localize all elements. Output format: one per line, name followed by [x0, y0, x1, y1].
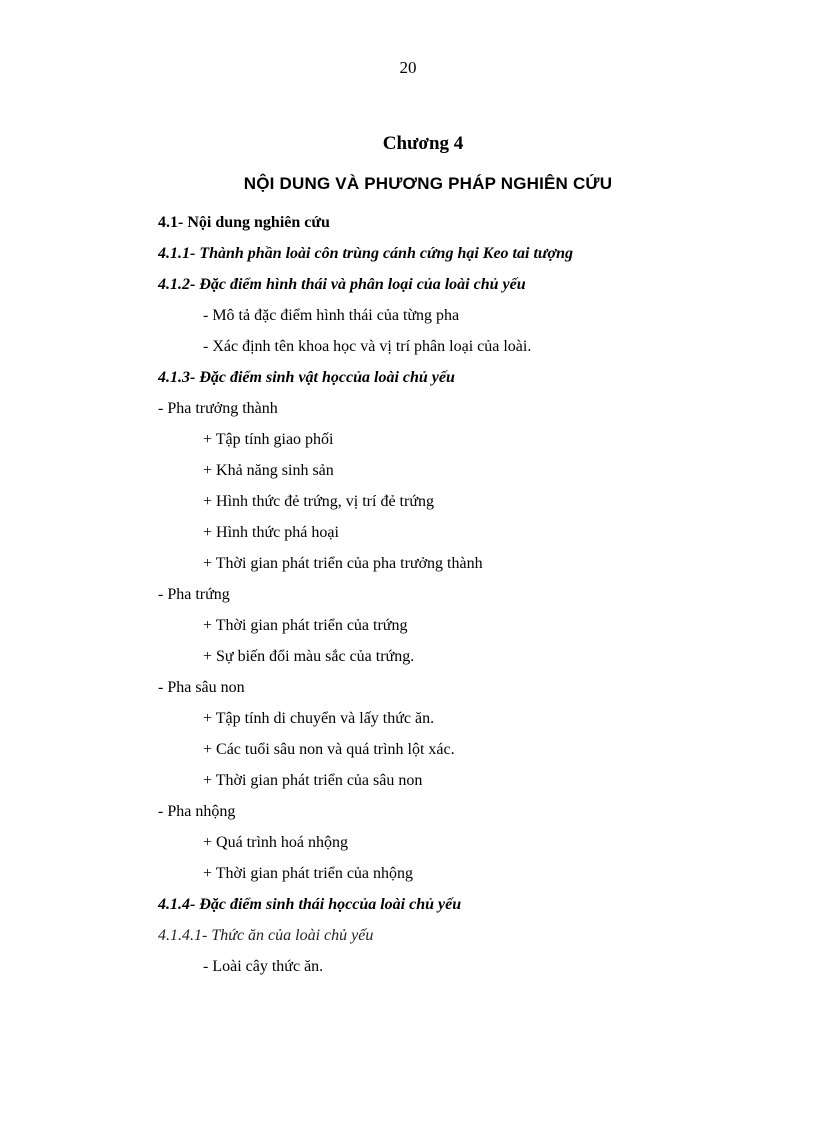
chapter-heading: Chương 4	[382, 133, 464, 154]
body-line: + Tập tính di chuyển và lấy thức ăn.	[203, 710, 435, 727]
body-line: + Tập tính giao phối	[203, 431, 334, 448]
body-line: - Pha trưởng thành	[158, 400, 278, 417]
body-line: + Hình thức phá hoại	[203, 524, 339, 541]
body-line: - Pha trứng	[158, 586, 230, 603]
body-line: - Pha sâu non	[158, 679, 245, 696]
section-heading: 4.1- Nội dung nghiên cứu	[158, 214, 330, 231]
subsection-heading: 4.1.3- Đặc điểm sinh vật họccủa loài chủ yếu	[158, 369, 455, 386]
body-line: + Thời gian phát triển của sâu non	[203, 772, 423, 789]
body-line: + Hình thức đẻ trứng, vị trí đẻ trứng	[203, 493, 434, 510]
body-line: + Khả năng sinh sản	[203, 462, 334, 479]
body-line: - Pha nhộng	[158, 803, 236, 820]
subsubsection-heading: 4.1.4.1- Thức ăn của loài chủ yếu	[158, 927, 374, 944]
chapter-title: NỘI DUNG VÀ PHƯƠNG PHÁP NGHIÊN CỨU	[243, 174, 613, 193]
body-line: + Thời gian phát triển của trứng	[203, 617, 408, 634]
page-number: 20	[399, 58, 417, 77]
subsection-heading: 4.1.2- Đặc điểm hình thái và phân loại của loài chủ yếu	[158, 276, 526, 293]
body-line: + Thời gian phát triển của nhộng	[203, 865, 414, 882]
body-line: + Quá trình hoá nhộng	[203, 834, 348, 851]
body-line: + Thời gian phát triển của pha trưởng thành	[203, 555, 483, 572]
body-line: - Mô tả đặc điểm hình thái của từng pha	[203, 307, 460, 324]
body-line: - Xác định tên khoa học và vị trí phân loại của loài.	[203, 338, 532, 355]
body-line: + Các tuổi sâu non và quá trình lột xác.	[203, 741, 455, 758]
body-line: + Sự biến đổi màu sắc của trứng.	[203, 648, 415, 665]
subsection-heading: 4.1.1- Thành phần loài côn trùng cánh cứng hại Keo tai tượng	[158, 245, 573, 262]
body-line: - Loài cây thức ăn.	[203, 958, 324, 975]
subsection-heading: 4.1.4- Đặc điểm sinh thái họccủa loài chủ yếu	[158, 896, 462, 913]
